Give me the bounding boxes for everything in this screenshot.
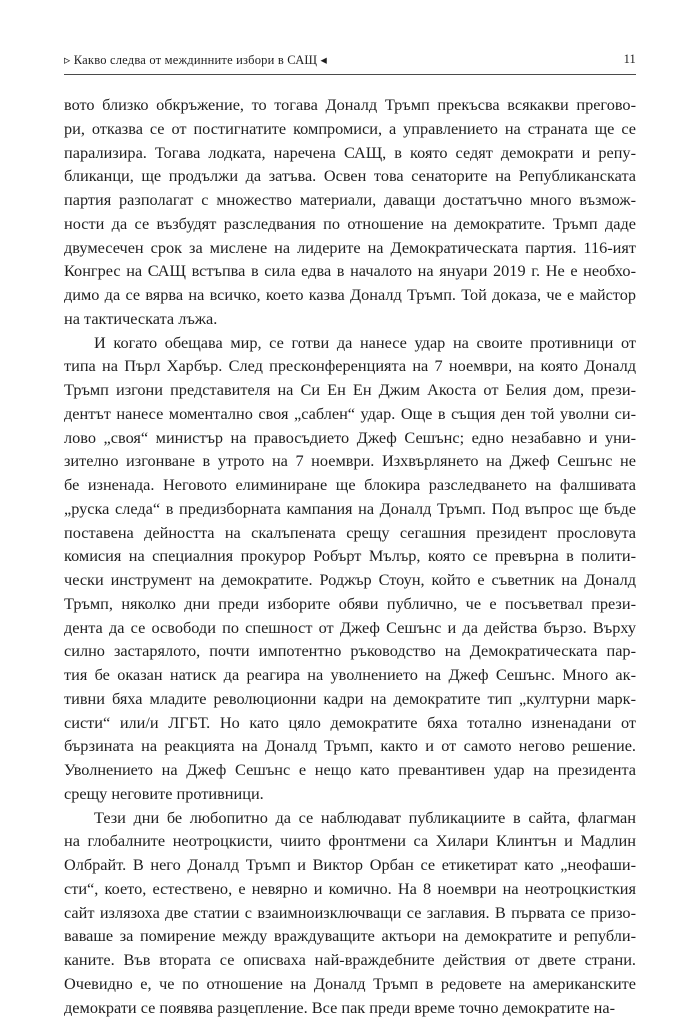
body-text — [64, 93, 636, 1019]
text-line: лово „своя“ министър на правосъдието Джеф Сешънс; едно незабавно и уни- — [64, 426, 636, 450]
text-line: срещу неговите противници. — [64, 782, 636, 806]
text-line: чески инструмент на демократите. Роджър Стоун, който е съветник на Доналд — [64, 568, 636, 592]
header-rule — [64, 74, 636, 75]
text-line: бликанци, ще продължи да затъва. Освен това сенаторите на Републиканската — [64, 164, 636, 188]
text-line: И когато обещава мир, се готви да нанесе удар на своите противници от — [64, 331, 636, 355]
text-line: комисия на специалния прокурор Робърт Мълър, която се превърна в полити- — [64, 544, 636, 568]
paragraph — [64, 806, 636, 1019]
text-line: поставена дейността на скалъпената срещу сегашния президент прословута — [64, 521, 636, 545]
text-line: Очевидно е, че по отношение на Доналд Тръмп в редовете на американските — [64, 972, 636, 996]
text-line: бе изненада. Неговото елиминиране ще блокира разследването на фалшивата — [64, 473, 636, 497]
text-line: тия бе оказан натиск да реагира на уволнението на Джеф Сешънс. Много ак- — [64, 663, 636, 687]
paragraph — [64, 331, 636, 806]
text-line: парализира. Тогава лодката, наречена САЩ, в която седят демократи и репу- — [64, 141, 636, 165]
text-line: сти“, което, естествено, е невярно и комично. На 8 ноември на неотроцкисткия — [64, 877, 636, 901]
text-line: двумесечен срок за мислене на лидерите на Демократическата партия. 116-ият — [64, 236, 636, 260]
text-line: ри, отказва се от постигнатите компромиси, а управлението на страната ще се — [64, 117, 636, 141]
text-line: Уволнението на Джеф Сешънс е нещо като превантивен удар на президента — [64, 758, 636, 782]
text-line: ности да се възбудят разследвания по отношение на демократите. Тръмп даде — [64, 212, 636, 236]
text-line: сайт излязоха две статии с взаимноизключващи се заглавия. В първата се призо- — [64, 901, 636, 925]
text-line: ваваше за помирение между враждуващите актьори на демократите и републи- — [64, 924, 636, 948]
text-line: каните. Във втората се описваха най-враждебните действия от двете страни. — [64, 948, 636, 972]
text-line: демократи се появява разцепление. Все пак преди време точно демократите на- — [64, 996, 636, 1019]
text-line: Тръмп изгони представителя на Си Ен Ен Джим Акоста от Белия дом, прези- — [64, 378, 636, 402]
text-line: типа на Пърл Харбър. След пресконференцията на 7 ноември, на която Доналд — [64, 354, 636, 378]
running-header — [64, 50, 636, 72]
text-line: партия разполагат с множество материали, даващи достатъчно много възмож- — [64, 188, 636, 212]
text-line: дента да се освободи по спешност от Джеф Сешънс и да действа бързо. Върху — [64, 616, 636, 640]
text-line: зително изгонване в утрото на 7 ноември. Изхвърлянето на Джеф Сешънс не — [64, 449, 636, 473]
page-number: 11 — [624, 52, 636, 67]
text-line: систи“ или/и ЛГБТ. Но като цяло демократите бяха тотално изненадани от — [64, 711, 636, 735]
paragraph — [64, 93, 636, 331]
text-line: Олбрайт. В него Доналд Тръмп и Виктор Орбан се етикетират като „неофаши- — [64, 853, 636, 877]
text-line: на тактическата лъжа. — [64, 307, 636, 331]
chapter-title: ▹ Какво следва от междинните избори в САЩ ◂ — [64, 52, 327, 68]
text-line: вото близко обкръжение, то тогава Доналд Тръмп прекъсва всякакви прегово- — [64, 93, 636, 117]
text-line: на глобалните неотроцкисти, чиито фронтмени са Хилари Клинтън и Мадлин — [64, 829, 636, 853]
text-line: димо да се вярва на всичко, което казва Доналд Тръмп. Той доказа, че е майстор — [64, 283, 636, 307]
text-line: дентът нанесе моментално своя „саблен“ удар. Още в същия ден той уволни си- — [64, 402, 636, 426]
text-line: Тези дни бе любопитно да се наблюдават публикациите в сайта, флагман — [64, 806, 636, 830]
text-line: Тръмп, няколко дни преди изборите обяви публично, че е посъветвал прези- — [64, 592, 636, 616]
text-line: силно застарялото, почти импотентно ръководство на Демократическата пар- — [64, 639, 636, 663]
text-line: „руска следа“ в предизборната кампания на Доналд Тръмп. Под въпрос ще бъде — [64, 497, 636, 521]
text-line: тивни бяха младите революционни кадри на демократите тип „културни марк- — [64, 687, 636, 711]
text-line: бързината на реакцията на Доналд Тръмп, както и от самото негово решение. — [64, 734, 636, 758]
text-line: Конгрес на САЩ встъпва в сила едва в началото на януари 2019 г. Не е необхо- — [64, 259, 636, 283]
